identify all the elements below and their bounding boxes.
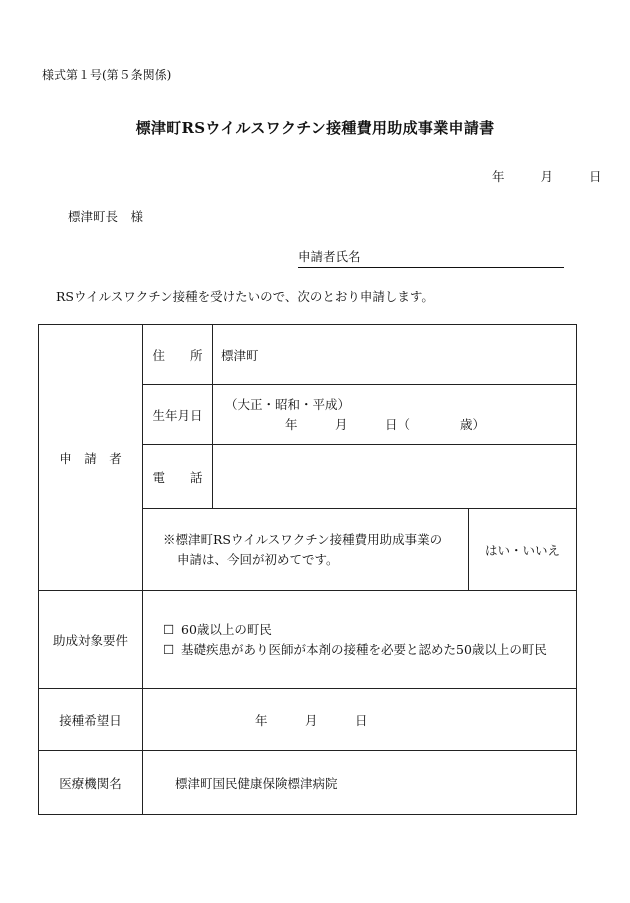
desired-date-label: 接種希望日 [39, 689, 143, 751]
desired-date-value: 年 月 日 [255, 712, 368, 728]
birthdate-line: 年 月 日（ 歳） [285, 416, 486, 432]
checkbox-icon[interactable]: ☐ [163, 641, 175, 657]
institution-value: 標津町国民健康保険標津病院 [175, 775, 338, 791]
eligibility-option-text: 60歳以上の町民 [181, 621, 272, 637]
date-day-label: 日 [588, 169, 602, 184]
checkbox-icon[interactable]: ☐ [163, 621, 175, 637]
institution-field[interactable] [143, 751, 577, 815]
birthdate-field[interactable] [213, 385, 577, 445]
date-year-label: 年 [492, 169, 505, 184]
first-time-question-line2: 申請は、今回が初めてです。 [177, 551, 339, 567]
first-time-question-line1: ※標津町RSウイルスワクチン接種費用助成事業の [163, 531, 443, 547]
yes-no-choice[interactable] [469, 509, 577, 591]
birthdate-label: 生年月日 [143, 385, 213, 445]
address-value: 標津町 [221, 347, 259, 363]
addressee: 標津町長 様 [68, 209, 144, 224]
phone-label: 電 話 [143, 445, 213, 509]
date-month-label: 月 [540, 169, 553, 184]
applicant-name-field[interactable] [298, 247, 564, 268]
yes-no-label: はい・いいえ [485, 542, 561, 558]
institution-label: 医療機関名 [39, 751, 143, 815]
form-number: 様式第１号(第５条関係) [42, 68, 172, 82]
date-row [492, 167, 601, 185]
phone-field[interactable] [213, 445, 577, 509]
eligibility-label: 助成対象要件 [39, 591, 143, 689]
eligibility-option-2[interactable] [163, 640, 566, 660]
page-title: 標津町RSウイルスワクチン接種費用助成事業申請書 [135, 119, 495, 137]
lead-text: RSウイルスワクチン接種を受けたいので、次のとおり申請します。 [56, 289, 434, 304]
application-form-table [38, 324, 577, 815]
eligibility-option-text: 基礎疾患があり医師が本剤の接種を必要と認めた50歳以上の町民 [181, 641, 547, 657]
applicant-section-label: 申 請 者 [39, 325, 143, 591]
applicant-name-label: 申請者氏名 [298, 249, 361, 264]
era-options: （大正・昭和・平成） [225, 396, 351, 412]
eligibility-options [143, 591, 577, 689]
desired-date-field[interactable] [143, 689, 577, 751]
address-label: 住 所 [143, 325, 213, 385]
first-time-question [143, 509, 469, 591]
eligibility-option-1[interactable] [163, 620, 566, 640]
address-field[interactable] [213, 325, 577, 385]
